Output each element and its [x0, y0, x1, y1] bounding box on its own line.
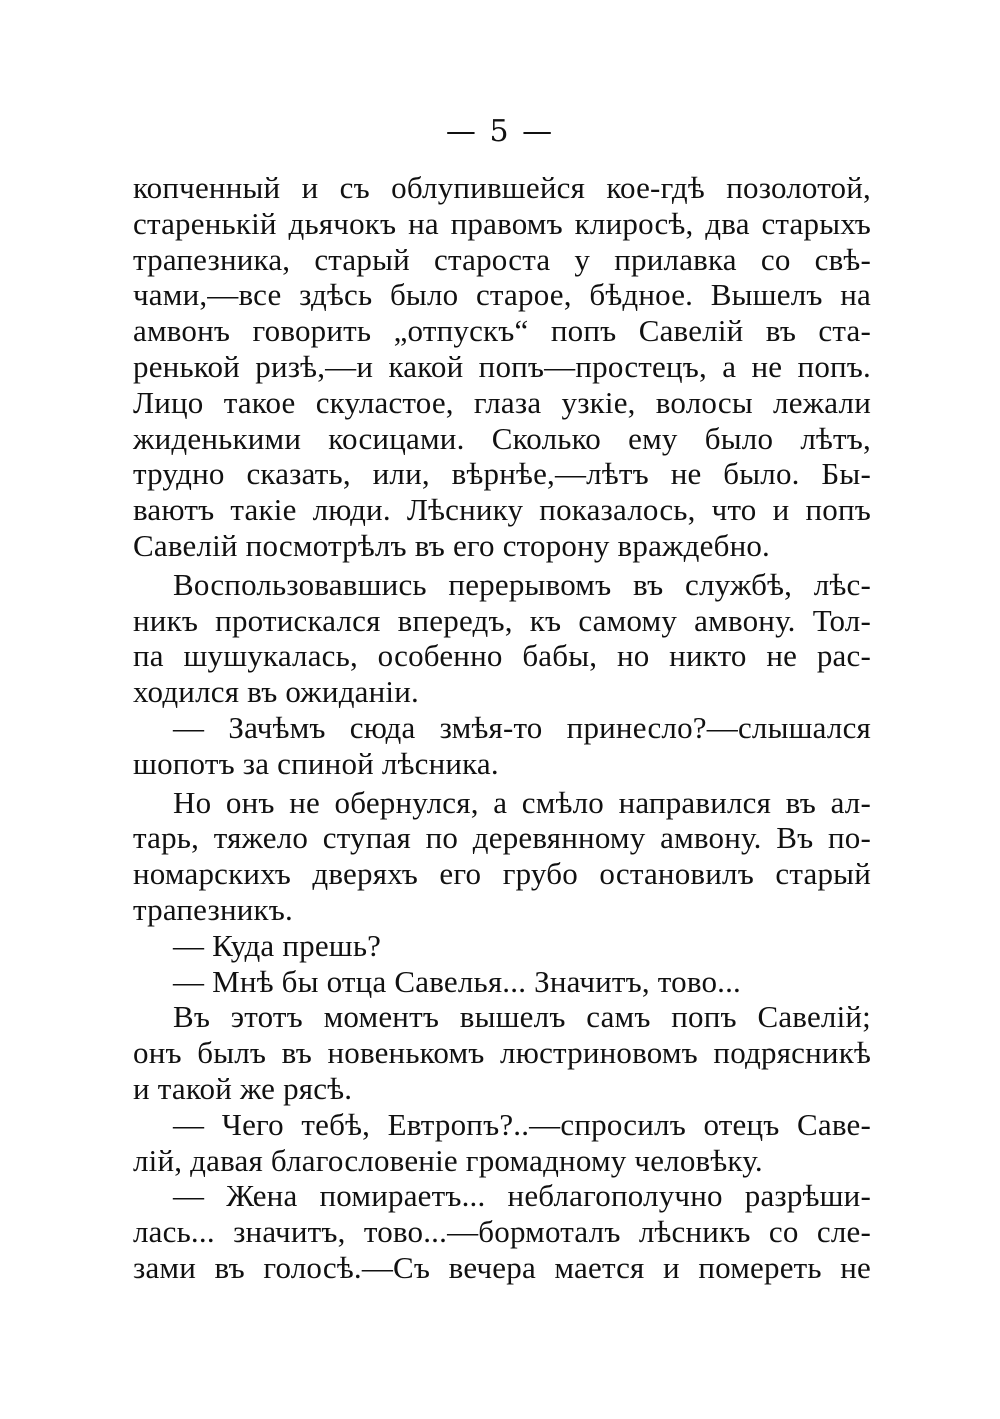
- text-line: — Куда прешь?: [173, 927, 382, 963]
- text-line: копченный и съ облупившейся кое-гдѣ позолотой,: [133, 170, 871, 205]
- text-line: трудно сказать, или, вѣрнѣе,—лѣтъ не было. Бы-: [133, 456, 871, 492]
- text-line: лій, давая благословеніе громадному человѣку.: [133, 1142, 763, 1178]
- text-line: Въ этотъ моментъ вышелъ самъ попъ Савелій;: [173, 999, 871, 1035]
- text-line: — Зачѣмъ сюда змѣя-то принесло?—слышался: [173, 709, 871, 745]
- text-line: зами въ голосѣ.—Съ вечера мается и помереть не: [133, 1249, 871, 1285]
- text-line: — Жена помираетъ... неблагополучно разрѣши-: [173, 1178, 871, 1214]
- text-line: старенькій дьячокъ на правомъ клиросѣ, два старыхъ: [133, 205, 871, 241]
- text-line: трапезника, старый староста у прилавка со свѣ-: [133, 241, 871, 277]
- text-line: ходился въ ожиданіи.: [133, 674, 419, 710]
- text-line: ваютъ такіе люди. Лѣснику показалось, что и попъ: [133, 492, 871, 528]
- text-line: — Мнѣ бы отца Савелья... Значитъ, тово...: [173, 963, 742, 999]
- text-line: Воспользовавшись перерывомъ въ службѣ, лѣс-: [173, 566, 871, 602]
- page-number: — 5 —: [445, 114, 555, 149]
- text-line: жиденькими косицами. Сколько ему было лѣтъ,: [133, 420, 871, 456]
- text-line: — Чего тебѣ, Евтропъ?..—спросилъ отецъ Саве-: [173, 1106, 871, 1142]
- text-line: Но онъ не обернулся, а смѣло направился въ ал-: [173, 784, 871, 820]
- text-line: Лицо такое скуластое, глаза узкіе, волосы лежали: [133, 384, 871, 420]
- text-line: Савелій посмотрѣлъ въ его сторону враждебно.: [133, 527, 771, 563]
- body-text: [133, 170, 871, 1286]
- text-line: ренькой ризѣ,—и какой попъ—простецъ, а не попъ.: [133, 348, 871, 384]
- text-line: чами,—все здѣсь было старое, бѣдное. Вышелъ на: [133, 277, 871, 313]
- text-line: и такой же рясѣ.: [133, 1070, 353, 1106]
- text-line: трапезникъ.: [133, 891, 293, 927]
- text-line: амвонъ говорить „отпускъ“ попъ Савелій въ ста-: [133, 313, 871, 349]
- text-line: никъ протискался впередъ, къ самому амвону. Тол-: [133, 602, 871, 638]
- text-line: онъ былъ въ новенькомъ люстриновомъ подрясникѣ: [133, 1035, 871, 1071]
- text-line: па шушукалась, особенно бабы, но никто не рас-: [133, 638, 871, 674]
- text-line: шопотъ за спиной лѣсника.: [133, 745, 499, 781]
- text-line: тарь, тяжело ступая по деревянному амвону. Въ по-: [133, 820, 871, 856]
- text-line: номарскихъ дверяхъ его грубо остановилъ старый: [133, 856, 871, 892]
- text-line: лась... значитъ, тово...—бормоталъ лѣсникъ со сле-: [133, 1214, 871, 1250]
